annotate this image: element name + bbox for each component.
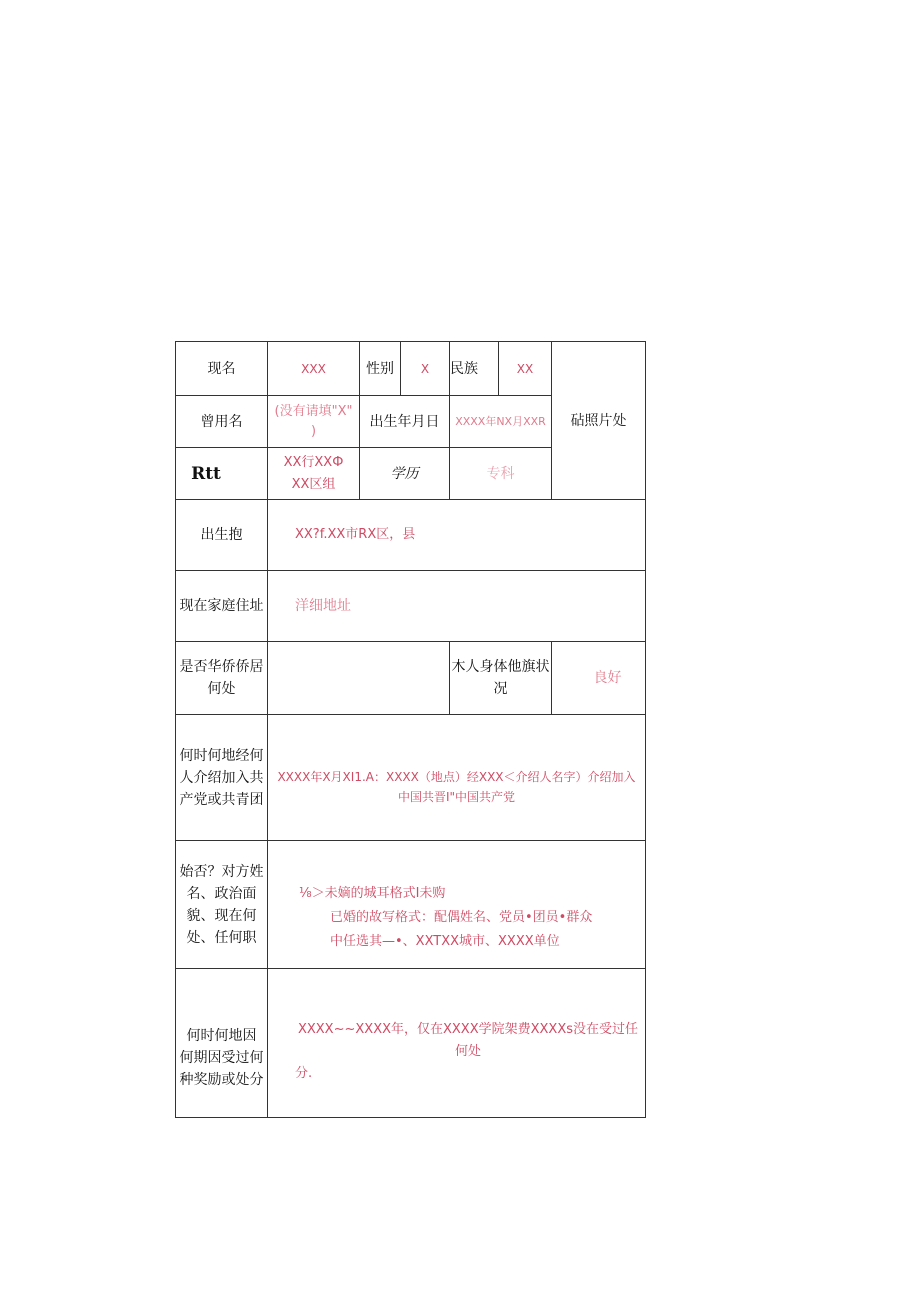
table-border-bottom <box>175 1117 646 1118</box>
gender-value: X <box>420 361 430 376</box>
party-join-value-line2: 中国共晋I"中国共产党 <box>397 789 516 804</box>
overseas-label <box>176 642 267 714</box>
origin-value <box>268 448 359 499</box>
party-join-value-line1: XXXX年X月XI1.A：XXXX（地点）经XXX＜介绍人名字）介绍加入 <box>277 769 636 784</box>
awards-label-line2: 何期因受过何 <box>179 1050 264 1066</box>
education-label: 学历 <box>390 465 419 482</box>
ethnicity-value: XX <box>516 361 534 376</box>
birthplace-value: XX?f.XX市RX区，县 <box>295 527 416 542</box>
marriage-label-line4: 处、任何职 <box>186 929 257 946</box>
overseas-value <box>268 642 449 714</box>
marriage-value <box>268 841 645 968</box>
marriage-label-line1: 始否？对方姓 <box>179 863 264 880</box>
birth-date-value: XXXX年NX月XXR <box>455 414 546 428</box>
marriage-label-line3: 貌、现在何 <box>186 907 257 924</box>
marriage-value-line2: 已婚的故写格式：配偶姓名、党员•团员•群众 <box>330 910 593 925</box>
former-name-label: 曾用名 <box>200 413 243 430</box>
education-value: 专科 <box>486 465 515 482</box>
former-name-value-line2: ) <box>310 423 317 439</box>
awards-value-line1: XXXX~~XXXX年，仅在XXXX学院架费XXXXs没在受过任何处 <box>297 1022 639 1059</box>
marriage-value-line1: ⅛＞未嫡的城耳格式I未购 <box>299 886 446 901</box>
home-address-value: 洋细地址 <box>295 598 351 614</box>
marriage-label <box>176 841 267 968</box>
health-value: 良好 <box>593 670 622 686</box>
origin-value-line2: XX区组 <box>291 476 336 492</box>
birth-date-label: 出生年月日 <box>369 413 440 430</box>
origin-label: Rtt <box>191 463 221 484</box>
party-join-label-line2: 人介绍加入共 <box>179 769 264 786</box>
party-join-label <box>176 715 267 840</box>
party-join-label-line1: 何时何地经何 <box>179 747 264 764</box>
former-name-value-line1: (没有请填"X" <box>274 403 353 419</box>
ethnicity-label: 民族 <box>450 360 478 377</box>
origin-value-line1: XX行XXФ <box>283 454 344 470</box>
name-label: 现名 <box>207 360 236 377</box>
awards-value-line2: 分. <box>295 1066 313 1081</box>
health-label <box>450 642 551 714</box>
overseas-label-line2: 何处 <box>207 681 236 697</box>
health-label-line1: 木人身体他旗状 <box>451 659 550 675</box>
former-name-value <box>268 396 359 447</box>
awards-label-line1: 何时何地因 <box>186 1028 257 1044</box>
health-label-line2: 况 <box>493 681 508 697</box>
awards-label <box>176 969 267 1117</box>
party-join-label-line3: 产党或共青团 <box>179 791 264 808</box>
birthplace-label: 出生抱 <box>200 527 243 543</box>
table-border-right <box>645 341 646 1118</box>
party-join-value <box>268 715 645 840</box>
awards-value <box>268 969 645 1117</box>
photo-placeholder: 砧照片处 <box>570 412 627 429</box>
marriage-value-line3: 中任选其—•、XXTXX城市、XXXX单位 <box>330 934 560 949</box>
awards-label-line3: 种奖励或处分 <box>179 1072 264 1088</box>
overseas-label-line1: 是否华侨侨居 <box>179 659 264 675</box>
home-address-label: 现在家庭住址 <box>179 598 264 614</box>
name-value: XXX <box>301 361 326 376</box>
marriage-label-line2: 名、政治面 <box>186 885 257 902</box>
gender-label: 性别 <box>366 360 394 377</box>
